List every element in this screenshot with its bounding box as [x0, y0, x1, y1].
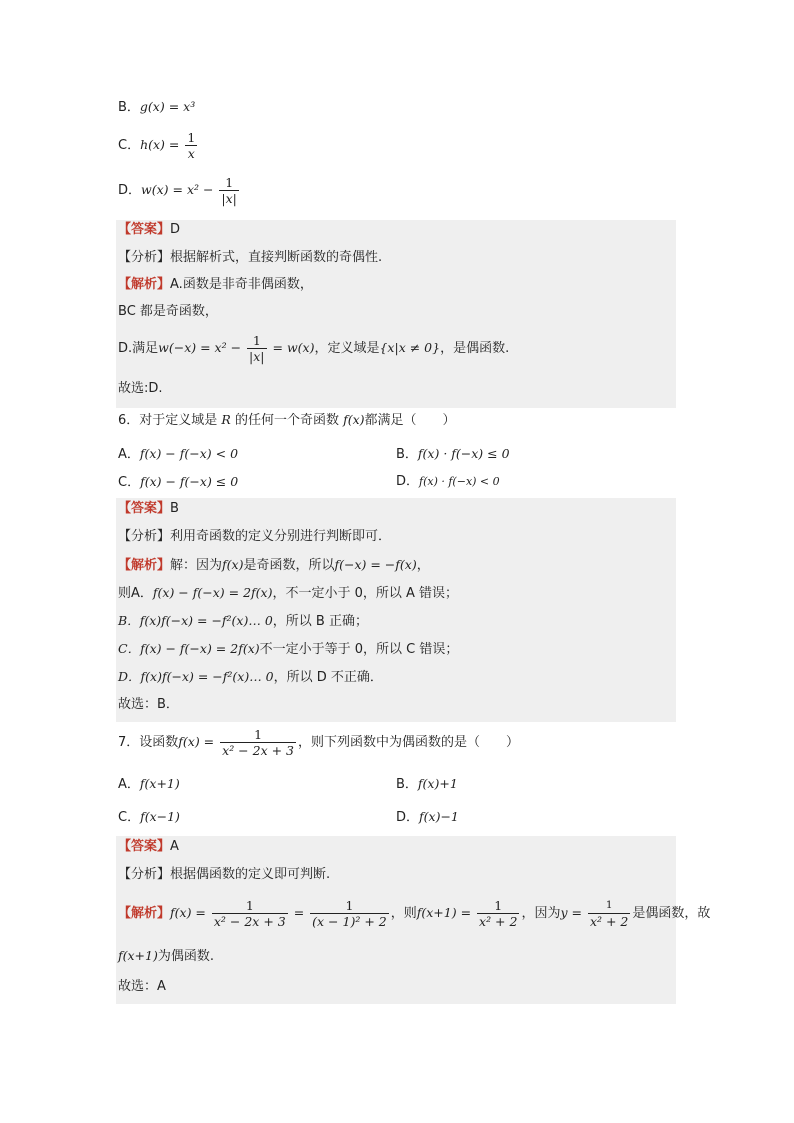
q6-conclusion: [118, 696, 179, 714]
solution-math: f(x) − f(−x) = 2f(x): [152, 585, 273, 600]
q5-option-b: [118, 98, 195, 117]
q7-option-c: [118, 808, 180, 827]
solution-text: ，因为: [521, 906, 561, 921]
denominator: x² + 2: [589, 914, 629, 929]
solution-math: f(x) − f(−x) = 2f(x): [140, 641, 260, 656]
option-math: f(x)+1: [417, 776, 458, 791]
solution-text: ，: [416, 558, 430, 573]
solution-text: B．: [118, 613, 140, 628]
fraction: [477, 898, 519, 929]
solution-math: f(−x) = −f(x): [334, 557, 417, 572]
q7-conclusion: [118, 978, 166, 996]
answer-value: D: [170, 222, 181, 237]
q6-answer: [118, 500, 179, 518]
stem-text: ，则下列函数中为偶函数的是（ ）: [298, 735, 520, 750]
option-label: B．: [396, 447, 418, 462]
q6-solution-3: [118, 612, 368, 631]
solution-text: C．: [118, 641, 141, 656]
solution-tag: 【解析】: [118, 558, 171, 573]
option-label: D．: [118, 183, 142, 198]
solution-math: f(x+1): [118, 948, 158, 963]
denominator: x² − 2x + 3: [213, 914, 286, 929]
option-label: C．: [118, 810, 141, 825]
q5-solution-3: [118, 333, 509, 364]
solution-text: 解：因为: [170, 558, 223, 573]
q7-solution-1: [118, 898, 710, 929]
q5-option-d: [118, 175, 241, 206]
option-label: B．: [396, 777, 418, 792]
q6-solution-4: [118, 640, 458, 659]
q5-conclusion: [118, 380, 163, 398]
conclusion-text: 故选:D.: [118, 381, 163, 396]
option-label: C．: [118, 475, 141, 490]
solution-math: f(x) =: [170, 905, 210, 920]
q6-solution-5: [118, 668, 383, 687]
stem-text: 6．对于定义域是: [118, 413, 222, 428]
answer-value: B: [170, 501, 179, 516]
solution-text: D.满足: [118, 341, 159, 356]
answer-tag: 【答案】: [118, 839, 171, 854]
analysis-tag: 【分析】: [118, 867, 171, 882]
stem-text: 7．设函数: [118, 735, 179, 750]
solution-text: 是偶函数，故: [632, 906, 711, 921]
solution-text: 不一定小于等于 0，所以 C 错误；: [259, 642, 459, 657]
denominator: (x − 1)² + 2: [312, 914, 387, 929]
option-label: C．: [118, 138, 141, 153]
option-label: A．: [118, 777, 140, 792]
solution-math: f(x)f(−x) = −f²(x)… 0: [140, 669, 274, 684]
answer-tag: 【答案】: [118, 501, 171, 516]
solution-text: ，则: [390, 906, 417, 921]
numerator: 1: [477, 898, 519, 914]
q6-option-d: [396, 473, 500, 491]
numerator: 1: [187, 130, 196, 145]
stem-math: f(x) =: [178, 734, 219, 749]
solution-math: f(x)f(−x) = −f²(x)… 0: [139, 613, 273, 628]
option-math: f(x−1): [140, 809, 180, 824]
option-label: D．: [396, 810, 420, 825]
option-math: h(x) =: [140, 137, 184, 152]
option-math: f(x) · f(−x) ≤ 0: [417, 446, 510, 461]
q7-stem: [118, 727, 519, 758]
solution-math: = w(x): [268, 340, 315, 355]
numerator: 1: [310, 898, 389, 914]
equals-sign: =: [289, 905, 309, 920]
option-math: f(x)−1: [419, 809, 459, 824]
solution-text: 为偶函数.: [157, 949, 214, 964]
fraction: [247, 333, 266, 364]
stem-text: 都满足（ ）: [364, 413, 456, 428]
solution-math: f(x+1) =: [416, 905, 476, 920]
solution-text: 则A．: [118, 586, 153, 601]
q6-solution-1: [118, 556, 430, 575]
solution-text: ，定义域是: [314, 341, 380, 356]
solution-tag: 【解析】: [118, 277, 171, 292]
solution-text: ，所以 B 正确；: [272, 614, 368, 629]
solution-text: ，是偶函数.: [440, 341, 510, 356]
solution-text: D．: [118, 669, 141, 684]
option-math: f(x) − f(−x) < 0: [139, 446, 239, 461]
option-math: f(x+1): [139, 776, 180, 791]
analysis-tag: 【分析】: [118, 529, 171, 544]
q7-option-a: [118, 775, 180, 794]
fraction: [588, 898, 630, 929]
solution-tag: 【解析】: [118, 906, 171, 921]
q5-solution-2: [118, 303, 218, 321]
solution-text: ，所以 D 不正确．: [273, 670, 383, 685]
stem-text: 的任何一个奇函数: [230, 413, 344, 428]
stem-math: f(x): [343, 412, 365, 427]
option-math: g(x) = x³: [139, 99, 196, 114]
analysis-text: 根据偶函数的定义即可判断.: [170, 867, 331, 882]
solution-math: w(−x) = x² −: [158, 340, 246, 355]
answer-tag: 【答案】: [118, 222, 171, 237]
option-math: f(x) · f(−x) < 0: [419, 475, 500, 488]
analysis-text: 利用奇函数的定义分别进行判断即可．: [170, 529, 392, 544]
fraction: [212, 898, 288, 929]
denominator: |x|: [221, 191, 237, 206]
q7-option-d: [396, 808, 459, 827]
denominator: |x|: [249, 349, 265, 364]
analysis-text: 根据解析式，直接判断函数的奇偶性.: [170, 250, 383, 265]
stem-math: R: [221, 412, 231, 427]
solution-text: BC 都是奇函数，: [118, 304, 218, 319]
denominator: x: [187, 146, 195, 161]
option-label: D．: [396, 474, 420, 489]
q5-answer: [118, 221, 180, 239]
fraction: [220, 727, 296, 758]
fraction: [310, 898, 389, 929]
analysis-tag: 【分析】: [118, 250, 171, 265]
numerator: 1: [212, 898, 288, 914]
solution-text: A.函数是非奇非偶函数，: [170, 277, 313, 292]
numerator: 1: [219, 175, 238, 191]
q7-answer: [118, 838, 179, 856]
numerator: 1: [220, 727, 296, 743]
numerator: 1: [588, 898, 630, 914]
q5-analysis: [118, 249, 382, 267]
q7-option-b: [396, 775, 458, 794]
solution-math: y =: [560, 905, 586, 920]
option-math: f(x) − f(−x) ≤ 0: [140, 474, 239, 489]
solution-math: {x|x ≠ 0}: [379, 340, 441, 355]
option-label: B．: [118, 100, 140, 115]
q5-solution-1: [118, 276, 313, 294]
q6-option-a: [118, 445, 238, 464]
solution-math: f(x): [222, 557, 244, 572]
q6-solution-2: [118, 584, 458, 603]
q7-analysis: [118, 866, 330, 884]
solution-text: ，不一定小于 0，所以 A 错误；: [272, 586, 459, 601]
q6-analysis: [118, 528, 391, 546]
fraction: [185, 130, 197, 161]
conclusion-text: 故选：B．: [118, 697, 179, 712]
fraction: [219, 175, 238, 206]
denominator: x² + 2: [479, 914, 518, 929]
option-label: A．: [118, 447, 140, 462]
numerator: 1: [247, 333, 266, 349]
denominator: x² − 2x + 3: [222, 743, 294, 758]
q7-solution-2: [118, 947, 214, 966]
answer-value: A: [170, 839, 179, 854]
option-math: w(x) = x² −: [141, 182, 218, 197]
conclusion-text: 故选：A: [118, 979, 166, 994]
q6-option-c: [118, 473, 238, 492]
q6-option-b: [396, 445, 510, 464]
q6-stem: [118, 411, 456, 430]
q5-option-c: [118, 130, 199, 161]
solution-text: 是奇函数，所以: [243, 558, 335, 573]
